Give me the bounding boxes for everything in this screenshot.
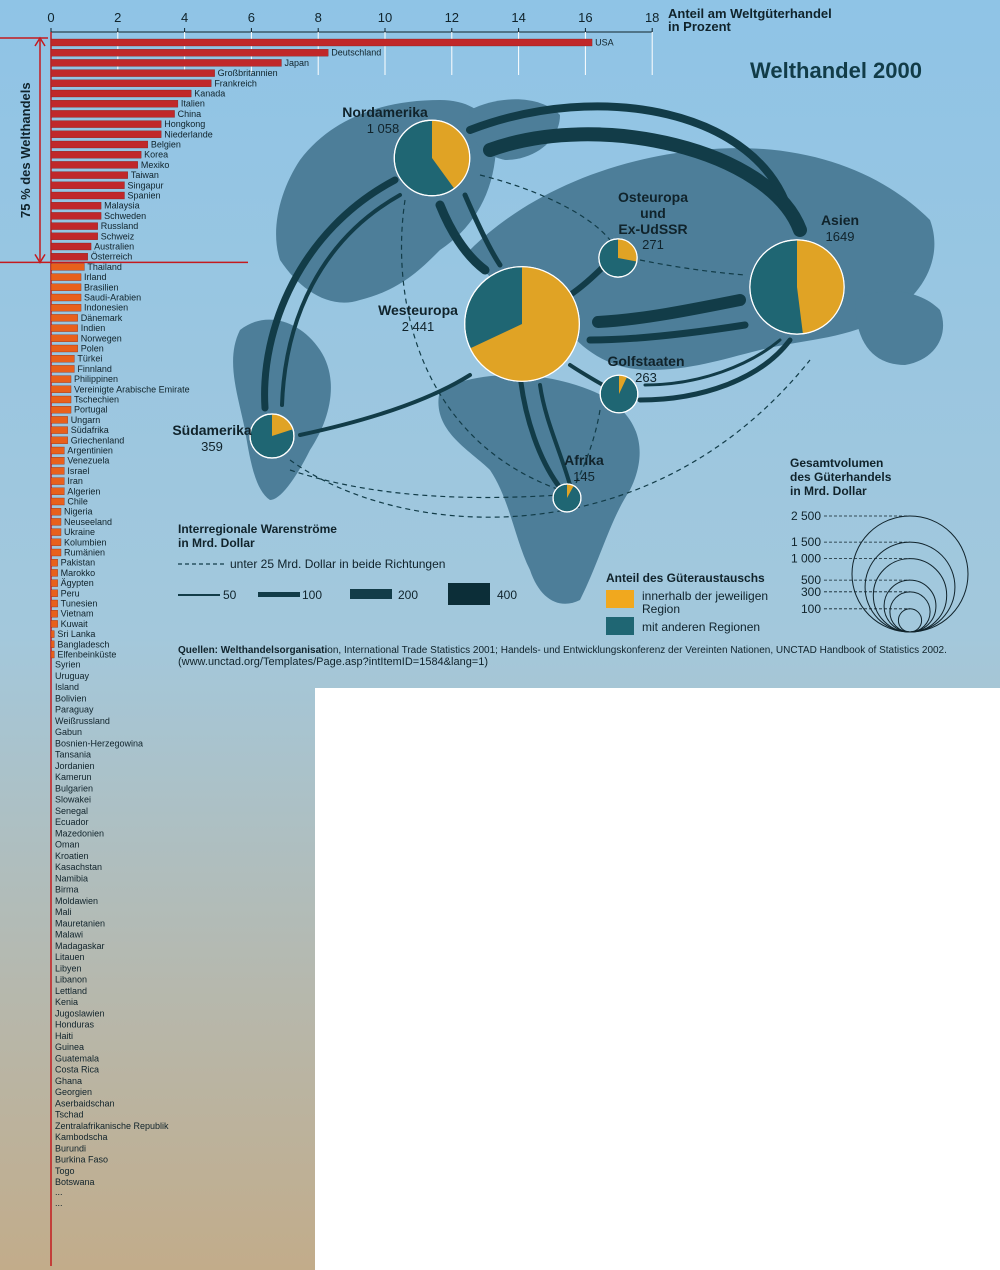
width-legend-50-label: 50	[223, 588, 237, 602]
bar-label: Belgien	[150, 139, 181, 150]
bar	[51, 274, 81, 281]
x-tick-label: 0	[47, 10, 55, 25]
bar-label: Ungarn	[70, 414, 101, 425]
bar-label: Malawi	[55, 929, 84, 940]
intra-label-line1: innerhalb der jeweiligen	[642, 589, 769, 603]
bar-label: Jordanien	[55, 760, 95, 771]
bar-label: Sri Lanka	[57, 629, 96, 640]
bar	[51, 631, 54, 638]
bar-label: Aserbaidschan	[55, 1098, 115, 1109]
bar	[51, 202, 101, 209]
bar	[51, 641, 54, 648]
region-total-golfstaaten: 263	[635, 370, 657, 385]
bar-label: Madagaskar	[55, 940, 105, 951]
region-name-osteuropa-line3: Ex-UdSSR	[618, 221, 688, 237]
bar	[51, 569, 58, 576]
bar-label: Vereinigte Arabische Emirate	[74, 384, 190, 395]
bar-label: Niederlande	[164, 129, 213, 140]
bar	[51, 610, 58, 617]
bar	[51, 110, 175, 117]
bar-label: Taiwan	[130, 170, 159, 181]
bar-label: Guatemala	[55, 1053, 100, 1064]
bar-label: Mali	[55, 907, 72, 918]
bar-label: Libanon	[55, 974, 88, 985]
volume-label: 1 500	[790, 535, 821, 550]
bar	[51, 518, 61, 525]
bar-label: Jugoslawien	[55, 1008, 105, 1019]
bar-label: USA	[595, 37, 614, 48]
bar-label: Korea	[144, 149, 169, 160]
bar-label: Venezuela	[67, 455, 110, 466]
bar-label: Russland	[100, 221, 139, 232]
bar	[51, 488, 64, 495]
bar	[51, 416, 68, 423]
bar-label: Gabun	[55, 727, 83, 738]
bar	[51, 325, 78, 332]
bar-label: Weißrussland	[55, 715, 110, 726]
bar	[51, 651, 54, 658]
bar-label: Griechenland	[70, 435, 125, 446]
x-tick-label: 4	[180, 10, 189, 25]
bar-label: Elfenbeinküste	[57, 649, 117, 660]
bar-label: Argentinien	[67, 445, 113, 456]
bar-label: Schweiz	[100, 231, 135, 242]
bar	[51, 253, 88, 260]
bar	[51, 304, 81, 311]
bar	[51, 243, 91, 250]
bars	[51, 38, 614, 1208]
bar-label: Guinea	[55, 1042, 85, 1053]
bar-label: Israel	[67, 465, 90, 476]
bar-label: Bolivien	[55, 693, 87, 704]
bar-label: Kamerun	[55, 772, 92, 783]
bar	[51, 223, 98, 230]
flows-legend-title-line2: in Mrd. Dollar	[178, 536, 255, 550]
list-ellipsis: ...	[55, 1197, 63, 1208]
bar-label: Burkina Faso	[55, 1154, 109, 1165]
bar-label: Japan	[284, 57, 309, 68]
bar	[51, 131, 161, 138]
bar-label: Nigeria	[64, 506, 93, 517]
bar-label: Kroatien	[55, 850, 89, 861]
bar-label: Botswana	[55, 1177, 95, 1188]
bar	[51, 620, 58, 627]
width-legend-100-label: 100	[302, 588, 323, 602]
region-name-osteuropa-line2: und	[640, 205, 666, 221]
source-line2: (www.unctad.org/Templates/Page.asp?intItemID=1584&lang=1)	[178, 656, 489, 668]
bar-label: Uruguay	[55, 670, 90, 681]
extra-label: mit anderen Regionen	[642, 620, 761, 634]
bar-label: Paraguay	[55, 704, 94, 715]
volume-label: 100	[800, 601, 821, 616]
bar-label: Südafrika	[70, 425, 109, 436]
x-tick-label: 18	[644, 10, 660, 25]
bar-label: Peru	[60, 588, 80, 599]
region-total-westeuropa: 2 441	[401, 319, 435, 334]
bar	[51, 478, 64, 485]
bar-label: Tansania	[55, 749, 92, 760]
region-name-nordamerika: Nordamerika	[342, 104, 428, 120]
bar-label: Spanien	[127, 190, 161, 201]
bar-label: Marokko	[60, 567, 96, 578]
bar-label: Frankreich	[214, 78, 257, 89]
bar	[51, 39, 592, 46]
bar	[51, 141, 148, 148]
bar-label: Burundi	[55, 1143, 87, 1154]
bar-label: Litauen	[55, 952, 85, 963]
volume-legend-title-line1: Gesamtvolumen	[790, 456, 884, 470]
bar-label: Senegal	[55, 805, 89, 816]
bar	[51, 406, 71, 413]
bar-label: Deutschland	[331, 47, 382, 58]
bar-label: Kanada	[194, 88, 226, 99]
bar	[51, 100, 178, 107]
bar-label: Togo	[55, 1165, 75, 1176]
region-name-westeuropa: Westeuropa	[378, 302, 458, 318]
bar-label: Tunesien	[60, 598, 98, 609]
bar-label: Portugal	[74, 404, 108, 415]
bar	[51, 365, 74, 372]
x-tick-label: 2	[114, 10, 122, 25]
bar	[51, 284, 81, 291]
bar-label: Schweden	[104, 210, 147, 221]
share-legend-title: Anteil des Güteraustauschs	[606, 571, 765, 585]
bar-label: Kambodscha	[55, 1132, 108, 1143]
bar-label: Bulgarien	[55, 783, 94, 794]
bar	[51, 529, 61, 536]
bar-label: Ghana	[55, 1075, 83, 1086]
bar	[51, 212, 101, 219]
bar-label: Singapur	[127, 180, 164, 191]
x-axis-title-line2: in Prozent	[668, 19, 731, 34]
source-bold: Quellen: Welthandelsorganisati	[178, 645, 328, 656]
intra-label-line2: Region	[642, 602, 681, 616]
bar-label: Mexiko	[140, 159, 170, 170]
bar	[51, 498, 64, 505]
bar	[51, 427, 68, 434]
bar	[51, 121, 161, 128]
bar-label: Libyen	[55, 963, 82, 974]
region-name-asien: Asien	[820, 212, 860, 228]
width-legend-200-label: 200	[398, 588, 419, 602]
bar-label: Mauretanien	[55, 918, 106, 929]
volume-label: 2 500	[790, 509, 821, 523]
flows-legend-title-line1: Interregionale Warenströme	[178, 522, 337, 536]
bar-label: Costa Rica	[55, 1064, 100, 1075]
bar-label: Chile	[67, 496, 88, 507]
bar	[51, 600, 58, 607]
bar	[51, 161, 138, 168]
bar-label: Zentralafrikanische Republik	[55, 1120, 169, 1131]
width-legend-400-label: 400	[497, 588, 518, 602]
bar	[51, 386, 71, 393]
bar-label: Ukraine	[64, 527, 96, 538]
bar-label: China	[177, 108, 202, 119]
bar-label: Türkei	[77, 353, 103, 364]
region-total-osteuropa: 271	[642, 237, 664, 252]
bracket-label: 75 % des Welthandels	[18, 82, 33, 218]
bar-label: Mazedonien	[55, 828, 105, 839]
bar-label: Indonesien	[84, 302, 129, 313]
bar-label: Haiti	[55, 1030, 74, 1041]
bar	[51, 457, 64, 464]
list-ellipsis: ...	[55, 1186, 63, 1197]
bar	[51, 59, 281, 66]
x-tick-label: 14	[511, 10, 526, 25]
bar-label: Tschechien	[74, 394, 120, 405]
region-name-suedamerika: Südamerika	[172, 422, 252, 438]
bar	[51, 539, 61, 546]
bar-label: Neuseeland	[64, 516, 113, 527]
bar	[51, 80, 211, 87]
bar-label: Großbritannien	[217, 68, 278, 79]
bar	[51, 314, 78, 321]
bar	[51, 345, 78, 352]
bar-label: Birma	[55, 884, 79, 895]
bar-label: Iran	[67, 476, 83, 487]
bar	[51, 233, 98, 240]
bar	[51, 580, 58, 587]
x-tick-label: 12	[444, 10, 460, 25]
bar-label: Slowakei	[55, 794, 92, 805]
bar-label: Norwegen	[80, 333, 122, 344]
bar-label: Island	[55, 682, 80, 693]
x-tick-label: 10	[377, 10, 393, 25]
bar-label: Kasachstan	[55, 862, 103, 873]
bar-label: Oman	[55, 839, 80, 850]
map-title: Welthandel 2000	[750, 58, 922, 83]
region-name-afrika: Afrika	[564, 452, 604, 468]
x-axis-title-line1: Anteil am Weltgüterhandel	[668, 6, 832, 21]
bar-label: Irland	[84, 272, 107, 283]
bar-label: Brasilien	[84, 282, 119, 293]
bar	[51, 559, 58, 566]
bar-label: Kenia	[55, 997, 79, 1008]
bar-label: Lettland	[55, 985, 88, 996]
bar-label: Kolumbien	[64, 537, 107, 548]
x-tick-label: 16	[578, 10, 593, 25]
bar	[51, 335, 78, 342]
bar	[51, 355, 74, 362]
region-total-asien: 1649	[825, 229, 855, 244]
bar-label: Saudi-Arabien	[84, 292, 142, 303]
region-total-suedamerika: 359	[201, 439, 223, 454]
volume-label: 300	[800, 584, 821, 599]
region-name-osteuropa-line1: Osteuropa	[617, 189, 689, 205]
region-name-golfstaaten: Golfstaaten	[607, 353, 685, 369]
bar-label: Polen	[80, 343, 104, 354]
bar	[51, 447, 64, 454]
bar-label: Pakistan	[60, 557, 96, 568]
bar-label: Philippinen	[74, 374, 119, 385]
bar-label: Malaysia	[104, 200, 140, 211]
bar	[51, 151, 141, 158]
bar	[51, 437, 68, 444]
bar	[51, 263, 84, 270]
bar-label: Algerien	[67, 486, 101, 497]
bar	[51, 376, 71, 383]
dashed-legend-label: unter 25 Mrd. Dollar in beide Richtungen	[230, 557, 446, 571]
bar-label: Kuwait	[60, 618, 88, 629]
bar-label: Australien	[94, 241, 135, 252]
bar	[51, 508, 61, 515]
bar-label: Thailand	[87, 261, 122, 272]
bar	[51, 172, 128, 179]
region-total-afrika: 145	[573, 469, 595, 484]
bar-label: Tschad	[55, 1109, 84, 1120]
bar	[51, 49, 328, 56]
volume-label: 1 000	[790, 551, 821, 566]
bar	[51, 549, 61, 556]
bar-label: Moldawien	[55, 895, 99, 906]
x-tick-label: 6	[247, 10, 256, 25]
bar	[51, 294, 81, 301]
volume-legend-title-line3: in Mrd. Dollar	[790, 484, 867, 498]
bar-label: Indien	[80, 323, 106, 334]
bar	[51, 396, 71, 403]
volume-label: 500	[800, 573, 821, 588]
bar-label: Namibia	[55, 873, 89, 884]
source-text: on, International Trade Statistics 2001; Handels- und Entwicklungskonferenz der Vereinten Nationen, UNCTAD Handbook of Statistics 2002.	[327, 645, 947, 656]
bar-label: Österreich	[90, 251, 133, 262]
bar	[51, 90, 191, 97]
bar	[51, 182, 124, 189]
volume-legend-title-line2: des Güterhandels	[790, 470, 892, 484]
bar-label: Ecuador	[55, 817, 89, 828]
bar	[51, 192, 124, 199]
bar-label: Bangladesch	[57, 639, 110, 650]
bar	[51, 70, 215, 77]
x-tick-label: 8	[314, 10, 322, 25]
bar	[51, 590, 58, 597]
bar-label: Rumänien	[64, 547, 106, 558]
bar-label: Finnland	[77, 363, 112, 374]
bar-label: Italien	[180, 98, 205, 109]
bar-label: Bosnien-Herzegowina	[55, 738, 144, 749]
bar-label: Ägypten	[60, 578, 94, 589]
bar	[51, 467, 64, 474]
bar-label: Hongkong	[164, 119, 206, 130]
bar-label: Honduras	[55, 1019, 95, 1030]
bar-label: Syrien	[55, 659, 81, 670]
bar-label: Dänemark	[80, 312, 123, 323]
bar-label: Vietnam	[60, 608, 94, 619]
bar-label: Georgien	[55, 1087, 93, 1098]
region-total-nordamerika: 1 058	[366, 121, 400, 136]
